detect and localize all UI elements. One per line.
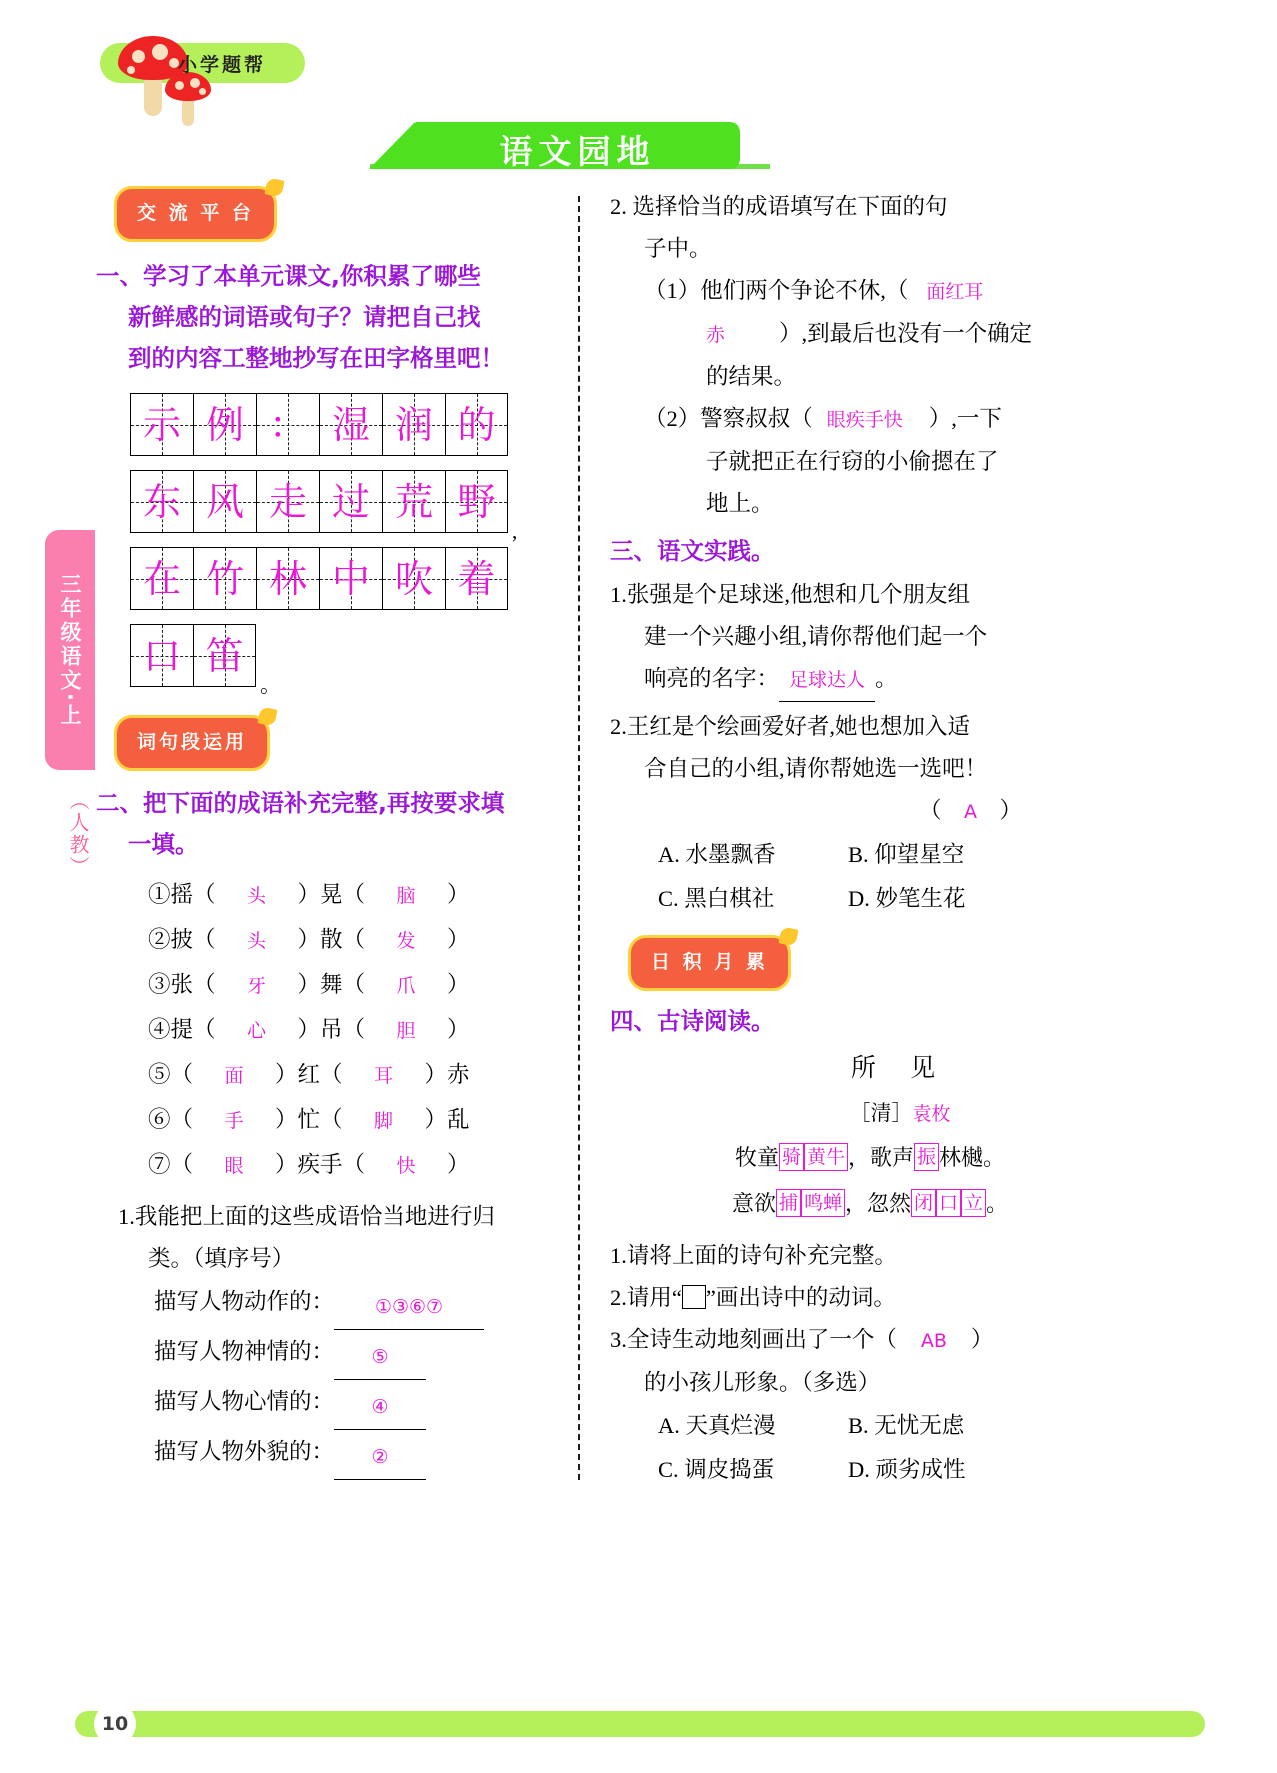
classify-item [154,1380,566,1430]
tianzige-char: 笛 [205,633,244,678]
poem-boxed-word[interactable]: 捕 [776,1189,801,1217]
tianzige-row [130,470,566,543]
poem-title: 所 见 [850,1055,950,1082]
badge-cijuduanyunyong: 词句段运用 [114,715,270,771]
question-3-1-line3 [610,658,1070,702]
tianzige-grid [130,470,566,533]
tianzige-cell[interactable] [445,393,508,456]
idiom-item [148,1143,566,1188]
idiom-answer-2[interactable]: 耳 [374,1065,394,1087]
idiom-text-b: ）忙（ [275,1107,343,1132]
sentence-2 [610,398,1070,525]
sentence-1-answer-a[interactable]: 面红耳 [926,281,984,303]
tianzige-char: 的 [457,402,496,447]
tianzige-char: 湿 [331,402,370,447]
idiom-text-a: 提（ [170,1017,216,1042]
poem-boxed-word[interactable]: 黄牛 [804,1143,848,1171]
tianzige-cell[interactable] [445,470,508,533]
tianzige-cell[interactable] [319,470,382,533]
tianzige-char: 吹 [394,556,433,601]
tianzige-cell[interactable] [256,393,319,456]
question-4-title: 四、古诗阅读。 [610,1007,775,1035]
tianzige-char: 竹 [205,556,244,601]
side-tab-label: 三年级语文·上 [58,572,82,728]
classify-item [154,1330,566,1380]
sub-question-1-line2: 类。（填序号） [148,1246,295,1271]
idiom-text-c: ） [447,972,470,997]
idiom-number: ⑤ [148,1062,171,1087]
idiom-number: ① [148,882,171,907]
side-tab-sublabel: （人教） [66,790,88,878]
classify-answer[interactable]: ①③⑥⑦ [334,1285,484,1330]
poem-question-3-answer[interactable]: AB [920,1330,947,1352]
sentence-1-lead: （1）他们两个争论不休,（ [644,278,909,303]
poem-dynasty: ［清］ [849,1101,913,1125]
footer-bar [75,1711,1205,1737]
poem-question-1-text: 请将上面的诗句补充完整。 [626,1243,897,1268]
sentence-1-answer-b[interactable]: 赤 [706,324,726,346]
tianzige-char: 着 [457,556,496,601]
tianzige-cell[interactable] [256,547,319,610]
option-row [658,833,1070,877]
idiom-answer-1[interactable]: 心 [247,1020,267,1042]
question-3-1-line3-pre: 响亮的名字： [644,666,780,691]
idiom-text-c: ） [447,1152,470,1177]
classify-label: 描写人物神情的： [154,1339,335,1364]
sentence-1-cont [644,313,1070,356]
option-right[interactable]: B. 无忧无虑 [848,1413,965,1438]
poem-text: 。 [986,1191,1009,1216]
tianzige-char: 在 [142,556,181,601]
question-3-1-answer[interactable]: 足球达人 [779,659,875,702]
tianzige-cell[interactable] [130,393,193,456]
classify-answer[interactable]: ④ [334,1385,426,1430]
poem-boxed-word[interactable]: 骑 [779,1143,804,1171]
poem-author-line [610,1092,1070,1135]
idiom-answer-2[interactable]: 脑 [396,885,416,907]
idiom-item [148,873,566,918]
badge-rijiyuelei: 日 积 月 累 [628,935,791,991]
sentence-2-line2: 子就把正在行窃的小偷摁在了 [706,449,999,474]
classify-answer[interactable]: ② [334,1435,426,1480]
tianzige-cell[interactable] [319,393,382,456]
tianzige-char: 示 [142,402,181,447]
idiom-item [148,918,566,963]
idiom-text-c: ） [447,882,470,907]
tianzige-char: 中 [331,556,370,601]
tianzige-cell[interactable] [130,547,193,610]
option-right[interactable]: B. 仰望星空 [848,842,965,867]
option-right[interactable]: D. 妙笔生花 [848,886,966,911]
tianzige-cell[interactable] [445,547,508,610]
question-3-1-number: 1. [610,582,627,607]
question-3-1-line3-post: 。 [875,666,898,691]
question-1-prompt [96,256,566,379]
question-1-line2: 新鲜感的词语或句子？请把自己找 [128,303,481,331]
poem-author[interactable]: 袁枚 [912,1103,951,1125]
poem-question-1-number: 1. [610,1243,627,1268]
idiom-item [148,1053,566,1098]
page-title: 语文园地 [499,132,656,171]
poem-question-2-pre: 请用“ [626,1285,682,1310]
idiom-text-a: 张（ [170,972,216,997]
option-left[interactable]: A. 天真烂漫 [658,1413,776,1438]
poem-question-2-post: ”画出诗中的动词。 [705,1285,896,1310]
option-left[interactable]: C. 调皮捣蛋 [658,1457,775,1482]
idiom-answer-2[interactable]: 快 [396,1155,416,1177]
tianzige-cell[interactable] [193,624,256,687]
option-row [658,877,1070,921]
left-column [96,186,566,1480]
question-2-line1: 二、把下面的成语补充完整,再按要求填 [96,789,505,817]
tianzige-cell[interactable] [193,547,256,610]
idiom-number: ⑥ [148,1107,171,1132]
idiom-answer-2[interactable]: 脚 [374,1110,394,1132]
option-row [658,1404,1070,1448]
idiom-number: ④ [148,1017,171,1042]
idiom-text-c: ） [447,1017,470,1042]
brand-label: 小学题帮 [178,54,267,76]
badge-jiaoliu-wrap [114,186,566,242]
column-divider [578,196,580,1480]
option-left[interactable]: A. 水墨飘香 [658,842,776,867]
poem-question-3-options [610,1404,1070,1492]
sub-question-1 [118,1196,566,1280]
poem-text: 林樾。 [939,1145,1006,1170]
tianzige-cell[interactable] [130,624,193,687]
sentence-1 [610,270,1070,398]
poem-line-2 [610,1181,1070,1227]
classify-label: 描写人物动作的： [154,1289,335,1314]
question-2-2-number: 2. [610,194,627,219]
idiom-number: ③ [148,972,171,997]
question-1-line3: 到的内容工整地抄写在田字格里吧！ [128,344,504,372]
option-left[interactable]: C. 黑白棋社 [658,886,775,911]
question-3-2-line1: 王红是个绘画爱好者,她也想加入适 [626,714,971,739]
idiom-answer-1[interactable]: 头 [247,885,267,907]
tianzige-grid [130,547,566,610]
tianzige-char: 东 [142,479,181,524]
classify-item [154,1280,566,1330]
tianzige-char: 例 [205,402,244,447]
idiom-answer-2[interactable]: 发 [396,930,416,952]
poem-question-3-line2: 的小孩儿形象。（多选） [644,1370,881,1395]
sentence-1-mid: ）,到最后也没有一个确定 [779,321,1033,346]
poem-question-3-line1-post: ） [970,1327,994,1352]
classify-label: 描写人物外貌的： [154,1439,335,1464]
idiom-answer-2[interactable]: 胆 [396,1020,416,1042]
idiom-text-a: （ [170,1107,194,1132]
idiom-text-a: 摇（ [170,882,216,907]
idiom-number: ② [148,927,171,952]
badge-jiaoliupingtai: 交 流 平 台 [114,186,277,242]
sentence-2-answer[interactable]: 眼疾手快 [826,409,903,431]
idiom-text-b: ）红（ [275,1062,343,1087]
sentence-1-end: 的结果。 [706,364,797,389]
tianzige-grid-host [96,393,566,697]
badge-cijuduan-wrap [114,715,566,771]
poem-text: ，忽然 [844,1191,911,1216]
idiom-text-a: 披（ [170,927,216,952]
question-2-2-line1: 选择恰当的成语填写在下面的句 [632,194,948,219]
classify-list [154,1280,566,1480]
poem-question-3-line1-pre: 全诗生动地刻画出了一个（ [626,1327,897,1352]
classify-label: 描写人物心情的： [154,1389,335,1414]
idiom-item [148,963,566,1008]
page-number: 10 [94,1703,136,1745]
idiom-answer-1[interactable]: 面 [224,1065,244,1087]
sub-question-1-line1: 我能把上面的这些成语恰当地进行归 [134,1204,495,1229]
right-column [610,186,1070,1492]
tianzige-char: 口 [142,633,181,678]
idiom-number: ⑦ [148,1152,171,1177]
tianzige-row [130,624,566,697]
tianzige-grid [130,624,566,687]
tianzige-char: 野 [457,479,496,524]
mushroom-small-icon [165,72,211,124]
idiom-text-a: （ [170,1062,194,1087]
idiom-text-a: （ [170,1152,194,1177]
tianzige-cell[interactable] [319,547,382,610]
question-2-prompt [96,783,566,865]
poem-boxed-word[interactable]: 鸣蝉 [801,1189,845,1217]
question-3-2-choice[interactable]: A [963,801,977,823]
idiom-text-b: ）晃（ [297,882,366,907]
poem-question-2-number: 2. [610,1285,627,1310]
poem-boxed-word[interactable]: 振 [914,1143,939,1171]
idiom-text-b: ）疾手（ [275,1152,366,1177]
idiom-text-b: ）散（ [297,927,366,952]
poem-question-2 [610,1277,1070,1319]
idiom-answer-1[interactable]: 头 [247,930,267,952]
question-3-1-line1: 张强是个足球迷,他想和几个朋友组 [626,582,971,607]
sub-question-1-number: 1. [118,1204,135,1229]
option-right[interactable]: D. 顽劣成性 [848,1457,966,1482]
tianzige-cell[interactable] [382,393,445,456]
question-3-2-options [610,833,1070,921]
tianzige-cell[interactable] [193,393,256,456]
poem-boxed-word[interactable]: 口 [936,1189,961,1217]
classify-answer[interactable]: ⑤ [334,1335,426,1380]
tianzige-char: 过 [331,479,370,524]
empty-box-icon [682,1285,706,1309]
poem-text: 意欲 [731,1191,776,1216]
grid-row-punctuation: 。 [260,673,281,697]
idiom-item [148,1098,566,1143]
poem-text: 牧童 [734,1145,779,1170]
classify-item [154,1430,566,1480]
idiom-answer-1[interactable]: 手 [224,1110,244,1132]
question-3-1-line2: 建一个兴趣小组,请你帮他们起一个 [644,624,988,649]
question-3-2-choice-row: （ A ） [610,790,1070,833]
question-1-line1: 一、学习了本单元课文,你积累了哪些 [96,262,481,290]
tianzige-cell[interactable] [130,470,193,533]
tianzige-cell[interactable] [256,470,319,533]
tianzige-char: ： [268,402,307,447]
poem-boxed-word[interactable]: 闭 [911,1189,936,1217]
question-3-title: 三、语文实践。 [610,537,775,565]
badge-rijiyuelei-wrap [628,935,1070,991]
tianzige-char: 林 [268,556,307,601]
idiom-answer-1[interactable]: 牙 [247,975,267,997]
option-row [658,1448,1070,1492]
sentence-2-lead: （2）警察叔叔（ [644,406,813,431]
question-3-2-line2: 合自己的小组,请你帮她选一选吧！ [644,756,988,781]
idiom-text-c: ）乱 [424,1107,470,1132]
tianzige-row [130,393,566,456]
idiom-text-b: ）舞（ [297,972,366,997]
question-3-1 [610,574,1070,702]
idiom-list [148,873,566,1188]
question-2-2-line2: 子中。 [644,236,712,261]
idiom-answer-2[interactable]: 爪 [396,975,416,997]
tianzige-cell[interactable] [382,547,445,610]
grid-row-punctuation: , [512,519,518,543]
tianzige-cell[interactable] [382,470,445,533]
poem-text: ，歌声 [848,1145,915,1170]
idiom-item [148,1008,566,1053]
tianzige-row [130,547,566,610]
poem-line-1 [610,1135,1070,1181]
tianzige-char: 风 [205,479,244,524]
tianzige-char: 润 [394,402,433,447]
question-3-2 [610,706,1070,921]
idiom-text-c: ）赤 [424,1062,470,1087]
tianzige-cell[interactable] [193,470,256,533]
poem-question-3-number: 3. [610,1327,627,1352]
poem-question-1 [610,1235,1070,1277]
question-2-2 [610,186,1070,270]
sentence-2-line3: 地上。 [706,491,774,516]
sentence-2-mid: ）,一下 [928,406,1002,431]
idiom-text-b: ）吊（ [297,1017,366,1042]
tianzige-char: 走 [268,479,307,524]
question-3-2-number: 2. [610,714,627,739]
poem-boxed-word[interactable]: 立 [961,1189,986,1217]
tianzige-grid [130,393,566,456]
tianzige-char: 荒 [394,479,433,524]
idiom-answer-1[interactable]: 眼 [224,1155,244,1177]
poem-question-3 [610,1319,1070,1492]
idiom-text-c: ） [447,927,470,952]
question-2-line2: 一填。 [128,830,199,858]
